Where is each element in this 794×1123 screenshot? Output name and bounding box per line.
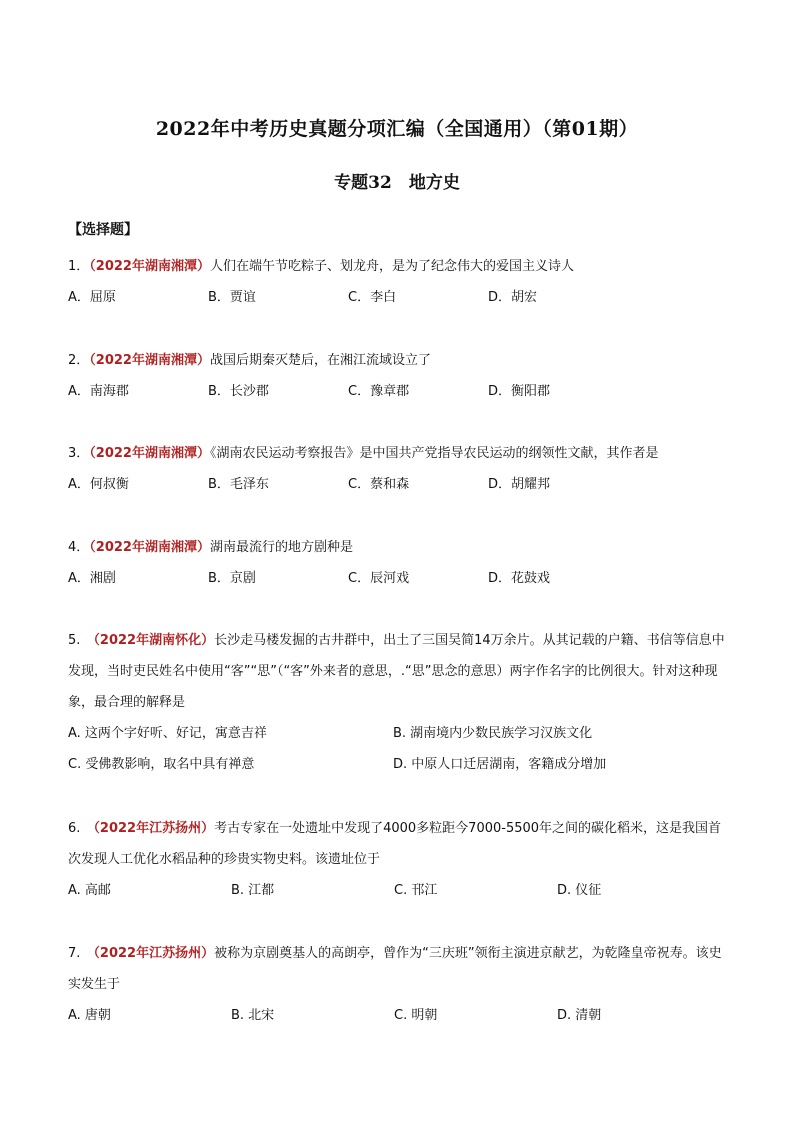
question-number: 1． xyxy=(68,259,90,274)
option-a: A．南海郡 xyxy=(68,384,129,399)
question-text: 《湖南农民运动考察报告》是中国共产党指导农民运动的纲领性文献，其作者是 xyxy=(209,446,659,461)
option-b: B. 北宋 xyxy=(231,1008,275,1023)
question-source: （2022年江苏扬州） xyxy=(93,946,215,961)
options xyxy=(68,718,728,780)
option-d: D．胡耀邦 xyxy=(488,477,551,492)
option-c: C. 明朝 xyxy=(394,1008,438,1023)
question-7 xyxy=(68,938,728,1031)
question-1 xyxy=(68,251,728,313)
question-stem xyxy=(68,938,728,1000)
document-title: 2022年中考历史真题分项汇编（全国通用）（第01期） xyxy=(155,118,639,140)
option-c: C. 受佛教影响，取名中具有禅意 xyxy=(68,757,255,772)
question-stem xyxy=(68,345,728,376)
question-4 xyxy=(68,532,728,594)
question-source: （2022年湖南湘潭） xyxy=(89,446,210,461)
question-text: 湖南最流行的地方剧种是 xyxy=(209,540,353,555)
options xyxy=(68,469,728,500)
options xyxy=(68,376,728,407)
question-number: 5. xyxy=(68,633,94,648)
option-b: B．长沙郡 xyxy=(208,384,269,399)
question-text: 长沙走马楼发掘的古井群中，出土了三国吴简14万余片。从其记载的户籍、书信等信息中发现，当时吏民姓名中使用“客”“思”（“客”外来者的意思，.“思”思念的意思）两字作名字的比例很大。针对这种现象，最合理的解释是 xyxy=(68,633,725,710)
question-source: （2022年江苏扬州） xyxy=(93,821,215,836)
document-subtitle: 专题32 地方史 xyxy=(334,173,460,193)
question-stem xyxy=(68,251,728,282)
question-stem xyxy=(68,625,728,718)
options xyxy=(68,875,728,906)
question-source: （2022年湖南湘潭） xyxy=(89,540,210,555)
question-number: 3． xyxy=(68,446,90,461)
question-number: 7. xyxy=(68,946,94,961)
option-a: A. 这两个字好听、好记，寓意吉祥 xyxy=(68,726,267,741)
question-text: 战国后期秦灭楚后，在湘江流域设立了 xyxy=(209,353,431,368)
question-stem xyxy=(68,438,728,469)
option-a: A．湘剧 xyxy=(68,571,116,586)
question-stem xyxy=(68,532,728,563)
option-c: C．辰河戏 xyxy=(348,571,410,586)
option-d: D. 中原人口迁居湖南，客籍成分增加 xyxy=(393,757,607,772)
question-source: （2022年湖南湘潭） xyxy=(89,353,210,368)
question-number: 4． xyxy=(68,540,90,555)
question-text: 被称为京剧奠基人的高朗亭，曾作为“三庆班”领衔主演进京献艺，为乾隆皇帝祝寿。该史实发生于 xyxy=(68,946,722,992)
option-b: B．贾谊 xyxy=(208,290,256,305)
option-b: B．毛泽东 xyxy=(208,477,269,492)
option-c: C．蔡和森 xyxy=(348,477,410,492)
option-a: A. 唐朝 xyxy=(68,1008,111,1023)
option-d: D. 清朝 xyxy=(557,1008,602,1023)
option-b: B. 湖南境内少数民族学习汉族文化 xyxy=(393,726,593,741)
question-number: 2． xyxy=(68,353,90,368)
question-6 xyxy=(68,813,728,906)
question-stem xyxy=(68,813,728,875)
option-c: C．李白 xyxy=(348,290,397,305)
option-c: C. 邗江 xyxy=(394,883,438,898)
options xyxy=(68,282,728,313)
option-d: D．胡宏 xyxy=(488,290,538,305)
question-source: （2022年湖南湘潭） xyxy=(89,259,210,274)
options xyxy=(68,563,728,594)
question-5 xyxy=(68,625,728,780)
option-a: A. 高邮 xyxy=(68,883,111,898)
option-b: B．京剧 xyxy=(208,571,256,586)
option-d: D．衡阳郡 xyxy=(488,384,551,399)
option-d: D. 仪征 xyxy=(557,883,602,898)
question-source: （2022年湖南怀化） xyxy=(93,633,215,648)
option-a: A．屈原 xyxy=(68,290,116,305)
section-heading: 【选择题】 xyxy=(68,222,138,238)
option-a: A．何叔衡 xyxy=(68,477,129,492)
question-text: 考古专家在一处遗址中发现了4000多粒距今7000-5500年之间的碳化稻米，这是我国首次发现人工优化水稻品种的珍贵实物史料。该遗址位于 xyxy=(68,821,722,867)
option-b: B. 江都 xyxy=(231,883,275,898)
question-3 xyxy=(68,438,728,500)
option-c: C．豫章郡 xyxy=(348,384,410,399)
question-number: 6. xyxy=(68,821,94,836)
question-text: 人们在端午节吃粽子、划龙舟，是为了纪念伟大的爱国主义诗人 xyxy=(209,259,574,274)
options xyxy=(68,1000,728,1031)
option-d: D．花鼓戏 xyxy=(488,571,551,586)
question-2 xyxy=(68,345,728,407)
